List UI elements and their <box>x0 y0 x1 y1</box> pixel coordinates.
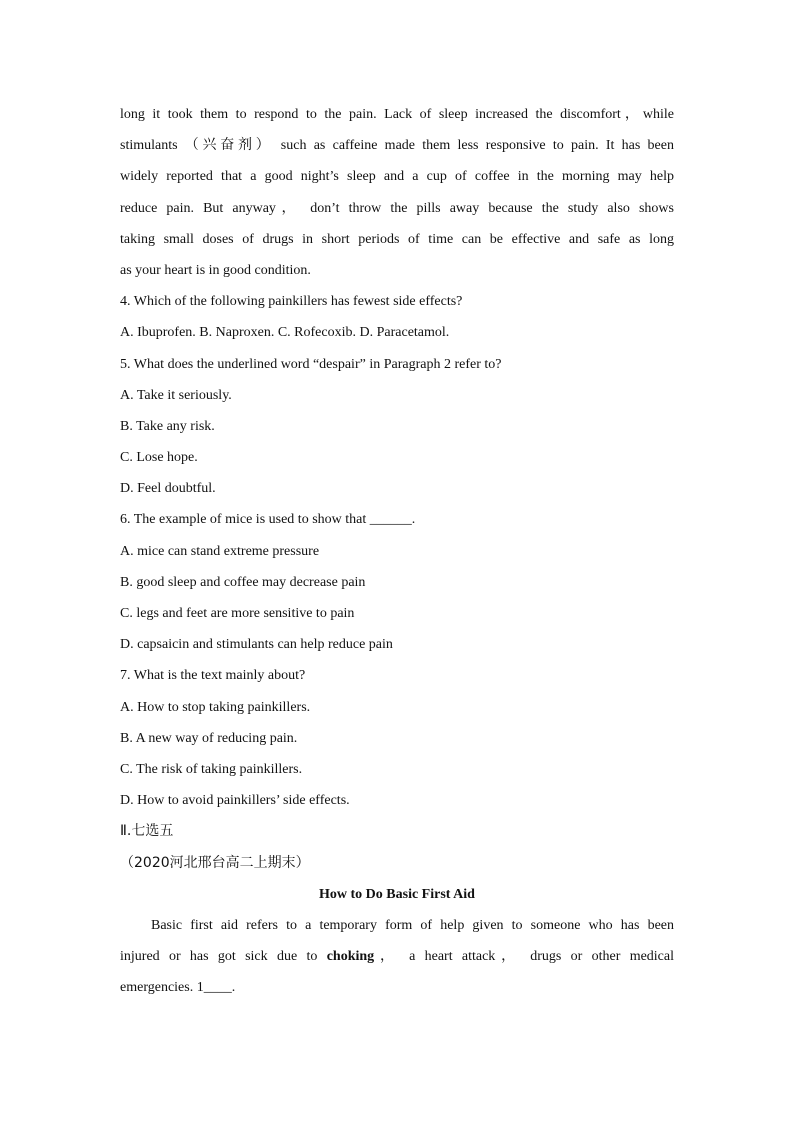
article-line <box>120 941 674 972</box>
option-b: B. Take any risk. <box>120 418 215 434</box>
passage-line: widely reported that a good night’s sleep and a cup of coffee in the morning may help <box>120 169 674 185</box>
passage-line: long it took them to respond to the pain. Lack of sleep increased the discomfort，while <box>120 107 674 122</box>
section-seven-choose-five <box>120 816 674 1003</box>
question-stem: 6. The example of mice is used to show that ______. <box>120 512 416 528</box>
section-source: （2020河北邢台高二上期末） <box>120 854 310 871</box>
option-d: D. capsaicin and stimulants can help reduce pain <box>120 637 393 653</box>
option-a: A. mice can stand extreme pressure <box>120 543 320 559</box>
passage-tail <box>120 99 674 286</box>
question-stem: 4. Which of the following painkillers has fewest side effects? <box>120 294 463 310</box>
option-b: B. good sleep and coffee may decrease pain <box>120 574 366 590</box>
question-6 <box>120 504 674 660</box>
option-c: C. legs and feet are more sensitive to pain <box>120 606 355 621</box>
article-text: injured or has got sick due to <box>120 949 327 965</box>
article-line: Basic first aid refers to a temporary form of help given to someone who has been <box>151 917 674 933</box>
option-b: B. A new way of reducing pain. <box>120 730 298 746</box>
option-c: C. The risk of taking painkillers. <box>120 761 303 777</box>
passage-line: reduce pain. But anyway， don’t throw the pills away because the study also shows <box>120 200 674 216</box>
question-stem: 5. What does the underlined word “despair” in Paragraph 2 refer to? <box>120 356 502 372</box>
option-d: D. How to avoid painkillers’ side effects. <box>120 793 350 809</box>
option-c: C. Lose hope. <box>120 450 198 466</box>
option-a: A. How to stop taking painkillers. <box>120 699 311 715</box>
question-7 <box>120 660 674 816</box>
article-text: ， a heart attack， drugs or other medical <box>374 949 674 965</box>
question-4 <box>120 286 674 348</box>
section-heading: Ⅱ.七选五 <box>120 823 174 840</box>
underlined-word-choking: choking <box>326 949 375 965</box>
passage-line: taking small doses of drugs in short periods of time can be effective and safe as long <box>120 231 674 247</box>
option-a: A. Take it seriously. <box>120 387 232 403</box>
passage-line: stimulants （兴奋剂） such as caffeine made them less responsive to pain. It has been <box>120 138 674 154</box>
article-line-blank-1: emergencies. 1____. <box>120 980 236 996</box>
question-options: A. Ibuprofen. B. Naproxen. C. Rofecoxib. D. Paracetamol. <box>120 325 450 341</box>
option-d: D. Feel doubtful. <box>120 481 216 497</box>
passage-line: as your heart is in good condition. <box>120 262 311 278</box>
document-body <box>120 99 674 1003</box>
article-title: How to Do Basic First Aid <box>319 886 475 902</box>
question-5 <box>120 349 674 505</box>
question-stem: 7. What is the text mainly about? <box>120 668 306 684</box>
